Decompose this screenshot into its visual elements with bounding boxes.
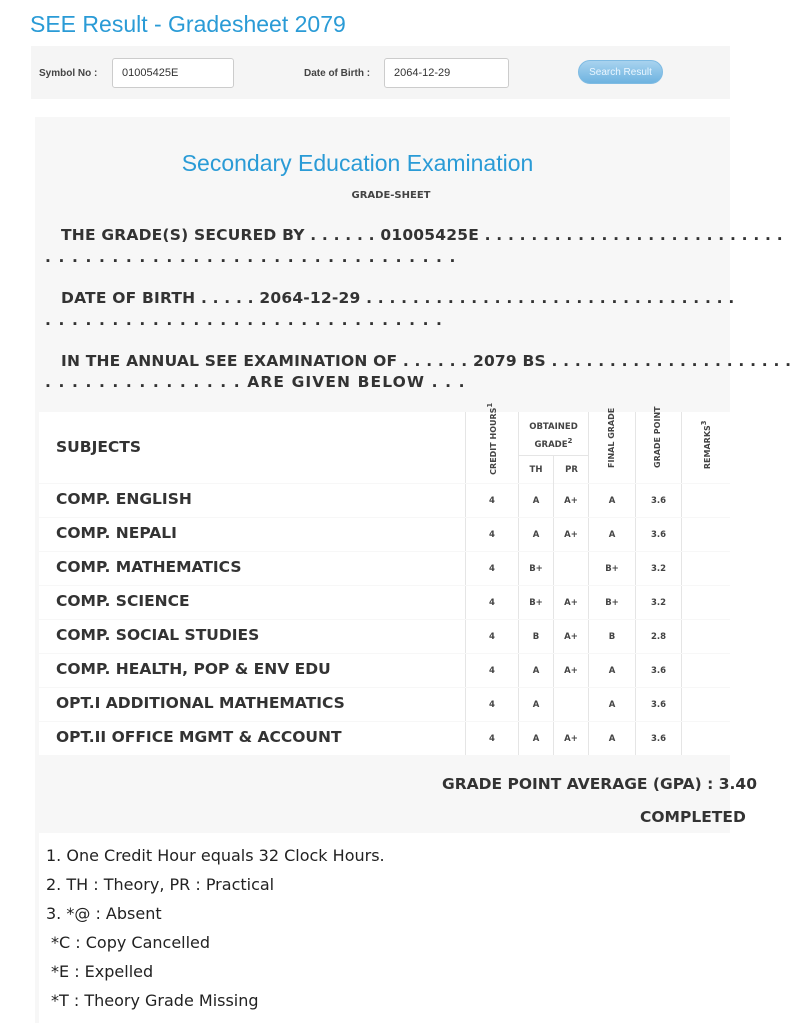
footnote-item: 3. *@ : Absent — [46, 904, 162, 923]
table-header — [39, 402, 730, 483]
table-row — [39, 620, 730, 653]
subject-name: COMP. NEPALI — [56, 524, 177, 542]
pr-cell: A+ — [553, 586, 588, 619]
subject-name: COMP. ENGLISH — [56, 490, 192, 508]
gp-cell: 3.6 — [635, 722, 681, 755]
credit-hours-header — [465, 402, 518, 483]
pr-cell: A+ — [553, 620, 588, 653]
footnote-item: 1. One Credit Hour equals 32 Clock Hours. — [46, 846, 385, 865]
gp-cell: 3.2 — [635, 586, 681, 619]
pr-cell: A+ — [553, 654, 588, 687]
secured-by-continuation: . . . . . . . . . . . . . . . . . . . . . . . . . . . . . . . — [45, 248, 457, 266]
search-form — [31, 46, 730, 99]
dob-input[interactable] — [384, 58, 509, 88]
final-cell: A — [588, 688, 635, 721]
credit-cell: 4 — [465, 552, 518, 585]
th-cell: B+ — [518, 586, 553, 619]
subject-name: COMP. SOCIAL STUDIES — [56, 626, 260, 644]
dob-label: Date of Birth : — [304, 68, 371, 79]
final-cell: B — [588, 620, 635, 653]
gp-cell: 3.6 — [635, 654, 681, 687]
final-cell: B+ — [588, 552, 635, 585]
remarks-header — [681, 412, 731, 483]
credit-hours-label: CREDIT HOURS — [488, 407, 498, 475]
search-result-button[interactable]: Search Result — [578, 60, 663, 84]
subject-name: OPT.I ADDITIONAL MATHEMATICS — [56, 694, 345, 712]
table-row — [39, 654, 730, 687]
credit-cell: 4 — [465, 586, 518, 619]
gp-cell: 2.8 — [635, 620, 681, 653]
subject-name: COMP. SCIENCE — [56, 592, 190, 610]
remarks-cell — [681, 518, 731, 551]
footnote-item: *C : Copy Cancelled — [51, 933, 211, 952]
obtained-grade-label: OBTAINED GRADE — [529, 422, 578, 450]
remarks-cell — [681, 654, 731, 687]
pr-cell: A+ — [553, 722, 588, 755]
subject-name: COMP. HEALTH, POP & ENV EDU — [56, 660, 331, 678]
footnote-item: *E : Expelled — [51, 962, 154, 981]
th-cell: A — [518, 722, 553, 755]
exam-continuation: . . . . . . . . . . . . . . . ARE GIVEN BELOW . . . — [45, 373, 466, 391]
gp-cell: 3.6 — [635, 484, 681, 517]
final-grade-header — [588, 407, 635, 483]
th-header: TH — [519, 455, 553, 484]
table-row — [39, 688, 730, 721]
page-title: SEE Result - Gradesheet 2079 — [30, 11, 346, 37]
exam-heading: Secondary Education Examination — [181, 150, 534, 176]
remarks-label: REMARKS — [702, 425, 712, 470]
th-cell: B — [518, 620, 553, 653]
dob-line: DATE OF BIRTH . . . . . 2064-12-29 . . . . . . . . . . . . . . . . . . . . . . . . . . . . . . . . — [61, 289, 735, 307]
pr-cell: A+ — [553, 484, 588, 517]
table-row — [39, 518, 730, 551]
remarks-cell — [681, 552, 731, 585]
footnote-item: *T : Theory Grade Missing — [51, 991, 259, 1010]
remarks-cell — [681, 620, 731, 653]
footnote-item: 2. TH : Theory, PR : Practical — [46, 875, 275, 894]
table-row — [39, 552, 730, 585]
result-status: COMPLETED — [640, 808, 746, 826]
credit-cell: 4 — [465, 620, 518, 653]
pr-cell: A+ — [553, 518, 588, 551]
subject-name: COMP. MATHEMATICS — [56, 558, 242, 576]
remarks-footnote: 3 — [700, 420, 709, 426]
subjects-header: SUBJECTS — [56, 438, 142, 456]
obtained-grade-header — [518, 412, 588, 483]
secured-by-line: THE GRADE(S) SECURED BY . . . . . . 01005425E . . . . . . . . . . . . . . . . . . . . . . . . . . — [61, 226, 783, 244]
th-cell: A — [518, 484, 553, 517]
final-cell: A — [588, 722, 635, 755]
final-cell: A — [588, 654, 635, 687]
gradesheet-subheading: GRADE-SHEET — [351, 190, 431, 201]
symbol-label: Symbol No : — [39, 68, 98, 79]
subject-name: OPT.II OFFICE MGMT & ACCOUNT — [56, 728, 342, 746]
th-cell: A — [518, 654, 553, 687]
footnotes — [39, 833, 730, 1023]
table-row — [39, 586, 730, 619]
symbol-input[interactable] — [112, 58, 234, 88]
credit-cell: 4 — [465, 518, 518, 551]
th-cell: B+ — [518, 552, 553, 585]
gpa-text: GRADE POINT AVERAGE (GPA) : 3.40 — [442, 775, 757, 793]
gp-cell: 3.6 — [635, 518, 681, 551]
gp-cell: 3.2 — [635, 552, 681, 585]
pr-cell — [553, 688, 588, 721]
grade-point-header — [635, 406, 681, 483]
credit-cell: 4 — [465, 654, 518, 687]
final-cell: B+ — [588, 586, 635, 619]
remarks-cell — [681, 722, 731, 755]
pr-cell — [553, 552, 588, 585]
dob-continuation: . . . . . . . . . . . . . . . . . . . . . . . . . . . . . . — [45, 311, 444, 329]
credit-hours-footnote: 1 — [486, 402, 495, 408]
final-cell: A — [588, 484, 635, 517]
remarks-cell — [681, 586, 731, 619]
table-row — [39, 484, 730, 517]
grade-point-label: GRADE POINT — [653, 406, 662, 468]
gp-cell: 3.6 — [635, 688, 681, 721]
final-cell: A — [588, 518, 635, 551]
credit-cell: 4 — [465, 484, 518, 517]
obtained-grade-footnote: 2 — [567, 436, 573, 445]
final-grade-label: FINAL GRADE — [607, 407, 616, 468]
exam-line: IN THE ANNUAL SEE EXAMINATION OF . . . . . . 2079 BS . . . . . . . . . . . . . . . . . . . . . — [61, 352, 791, 370]
remarks-cell — [681, 484, 731, 517]
table-row — [39, 722, 730, 755]
th-cell: A — [518, 688, 553, 721]
credit-cell: 4 — [465, 688, 518, 721]
pr-header: PR — [553, 455, 589, 484]
credit-cell: 4 — [465, 722, 518, 755]
remarks-cell — [681, 688, 731, 721]
th-cell: A — [518, 518, 553, 551]
